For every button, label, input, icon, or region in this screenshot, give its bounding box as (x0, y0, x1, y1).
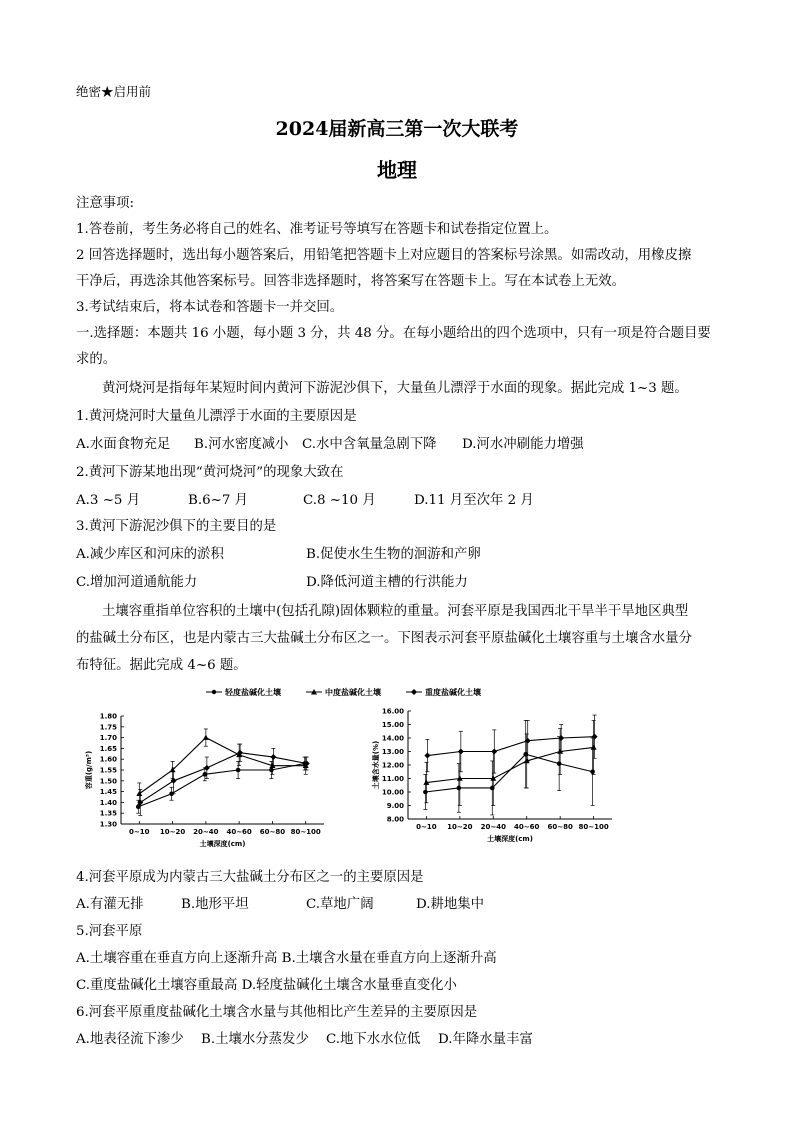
q1-stem: 1.黄河烧河时大量鱼儿漂浮于水面的主要原因是 (76, 409, 357, 424)
y-tick-label: 1.45 (99, 788, 117, 797)
x-tick-label: 40~60 (226, 828, 252, 836)
data-point (590, 769, 595, 774)
x-tick-label: 0~10 (129, 828, 150, 836)
section1-line2: 求的。 (76, 352, 117, 367)
q1-option-a[interactable]: A.水面食物充足 (76, 437, 171, 452)
notice-item-3: 3.考试结束后，将本试卷和答题卡一并交回。 (76, 300, 344, 315)
subject-title: 地理 (377, 158, 417, 182)
series-line-0 (425, 754, 592, 792)
passage2-line1: 土壤容重指单位容积的土壤中(包括孔隙)固体颗粒的重量。河套平原是我国西北干旱半干旱地区典型 (102, 604, 689, 619)
y-tick-label: 15.00 (381, 721, 404, 729)
q6-options (76, 1028, 533, 1047)
y-tick-label: 1.55 (99, 766, 117, 775)
data-point (270, 754, 276, 760)
y-tick-label: 8.00 (386, 815, 404, 824)
q4-option-a[interactable]: A.有灌无排 (76, 897, 144, 912)
soil-figure (0, 680, 794, 860)
y-tick-label: 12.00 (381, 761, 404, 770)
y-tick-label: 1.65 (99, 744, 117, 753)
x-tick-label: 60~80 (259, 828, 286, 836)
y-tick-label: 1.60 (99, 755, 117, 764)
y-tick-label: 14.00 (381, 734, 404, 743)
x-tick-label: 0~10 (416, 823, 437, 831)
confidential-label: 绝密★启用前 (76, 84, 152, 99)
notice-item-1: 1.答卷前，考生务必将自己的姓名、准考证号等填写在答题卡和试卷指定位置上。 (76, 222, 558, 237)
q3-option-a[interactable]: A.减少库区和河床的淤积 (76, 547, 224, 562)
y-tick-label: 1.70 (99, 734, 117, 743)
y-tick-label: 1.75 (99, 723, 117, 732)
data-point (557, 761, 562, 766)
x-tick-label: 20~40 (480, 823, 506, 831)
bulk-density-chart (84, 713, 324, 849)
notice-heading: 注意事项: (76, 196, 135, 211)
x-tick-label: 10~20 (159, 828, 186, 836)
q3-options-ab (76, 543, 481, 562)
q2-option-a[interactable]: A.3 ~5 月 (76, 493, 141, 508)
q6-option-c[interactable]: C.地下水水位低 (326, 1032, 421, 1047)
q1-options (76, 433, 584, 452)
x-tick-label: 40~60 (514, 823, 540, 831)
q5-options-ab[interactable]: A.土壤容重在垂直方向上逐渐升高 B.土壤含水量在垂直方向上逐渐升高 (76, 951, 497, 966)
q4-option-c[interactable]: C.草地广阔 (306, 897, 374, 912)
series-line-0 (138, 764, 304, 807)
x-tick-label: 20~40 (193, 828, 219, 836)
y-tick-label: 1.80 (99, 712, 117, 721)
y-tick-label: 1.35 (99, 809, 117, 818)
x-tick-label: 80~100 (290, 828, 321, 836)
notice-item-2a: 2 回答选择题时，选出每小题答案后，用铅笔把答题卡上对应题目的答案标号涂黑。如需改动，用橡皮擦 (76, 248, 692, 263)
water-content-chart (371, 708, 612, 844)
data-point (591, 744, 597, 749)
legend (206, 687, 482, 697)
q2-option-b[interactable]: B.6~7 月 (188, 493, 249, 508)
q6-option-d[interactable]: D.年降水量丰富 (438, 1032, 533, 1047)
legend-label-severe: 重度盐碱化土壤 (425, 688, 481, 697)
notice-item-2b: 干净后，再选涂其他答案标号。回答非选择题时，将答案写在答题卡上。写在本试卷上无效。 (76, 274, 626, 289)
data-point (269, 768, 274, 773)
data-point (203, 735, 209, 740)
data-point (424, 753, 430, 759)
x-axis-label: 土壤深度(cm) (199, 840, 246, 848)
q2-option-d[interactable]: D.11 月至次年 2 月 (414, 493, 534, 508)
y-tick-label: 13.00 (381, 748, 404, 756)
q3-option-b[interactable]: B.促使水生生物的洄游和产卵 (306, 547, 481, 562)
legend-label-moderate: 中度盐碱化土壤 (325, 688, 381, 697)
data-point (491, 749, 497, 755)
data-point (136, 791, 142, 796)
data-point (458, 749, 464, 755)
q3-option-d[interactable]: D.降低河道主槽的行洪能力 (306, 575, 468, 590)
y-axis-label: 土壤含水量(%) (372, 740, 380, 790)
data-point (236, 768, 241, 773)
q4-option-d[interactable]: D.耕地集中 (416, 897, 485, 912)
q6-stem: 6.河套平原重度盐碱化土壤含水量与其他相比产生差异的主要原因是 (76, 1005, 478, 1020)
y-tick-label: 9.00 (386, 802, 404, 810)
q2-options (76, 489, 534, 508)
exam-title: 2024届新高三第一次大联考 (275, 118, 519, 140)
data-point (490, 786, 495, 791)
y-axis-label: 容重(g/m³) (85, 750, 93, 790)
legend-label-mild: 轻度盐碱化土壤 (225, 688, 281, 697)
x-tick-label: 10~20 (447, 823, 473, 831)
q4-options (76, 893, 484, 912)
passage1: 黄河烧河是指每年某短时间内黄河下游泥沙俱下，大量鱼儿漂浮于水面的现象。据此完成 1~3 题。 (102, 381, 688, 396)
q4-option-b[interactable]: B.地形平坦 (181, 897, 249, 912)
q5-options-cd[interactable]: C.重度盐碱化土壤容重最高 D.轻度盐碱化土壤含水量垂直变化小 (76, 978, 457, 993)
q6-option-a[interactable]: A.地表径流下渗少 (76, 1032, 184, 1047)
y-tick-label: 16.00 (381, 707, 404, 716)
x-axis-label: 土壤深度(cm) (487, 835, 533, 843)
q1-option-b[interactable]: B.河水密度减小 (194, 437, 289, 452)
data-point (136, 804, 141, 809)
q3-option-c[interactable]: C.增加河道通航能力 (76, 575, 198, 590)
data-point (523, 752, 528, 757)
y-tick-label: 1.50 (99, 777, 117, 786)
y-tick-label: 1.30 (99, 820, 117, 829)
passage2-line3: 布特征。据此完成 4~6 题。 (76, 658, 247, 673)
q1-option-c[interactable]: C.水中含氧量急剧下降 (302, 437, 437, 452)
q3-options-cd (76, 571, 468, 590)
x-tick-label: 80~100 (578, 823, 609, 831)
series-line-1 (139, 738, 305, 794)
x-tick-label: 60~80 (547, 823, 573, 831)
y-tick-label: 1.40 (99, 798, 117, 807)
q5-stem: 5.河套平原 (76, 924, 143, 939)
data-point (203, 772, 208, 777)
passage2-line2: 的盐碱土分布区，也是内蒙古三大盐碱土分布区之一。下图表示河套平原盐碱化土壤容重与土壤含水量分 (76, 631, 692, 646)
q4-stem: 4.河套平原成为内蒙古三大盐碱土分布区之一的主要原因是 (76, 870, 424, 885)
data-point (423, 790, 428, 795)
q1-option-d[interactable]: D.河水冲刷能力增强 (462, 437, 584, 452)
q3-stem: 3.黄河下游泥沙俱下的主要目的是 (76, 519, 277, 534)
q2-stem: 2.黄河下游某地出现“黄河烧河”的现象大致在 (76, 465, 344, 480)
y-tick-label: 10.00 (381, 788, 404, 797)
section1-line1: 一.选择题：本题共 16 小题，每小题 3 分，共 48 分。在每小题给出的四个选项中，只有一项是符合题目要 (76, 326, 711, 341)
series-line-2 (427, 737, 594, 756)
y-tick-label: 11.00 (381, 775, 404, 783)
data-point (457, 786, 462, 791)
q6-option-b[interactable]: B.土壤水分蒸发少 (201, 1032, 309, 1047)
q2-option-c[interactable]: C.8 ~10 月 (303, 493, 376, 508)
series-line-2 (140, 753, 306, 803)
